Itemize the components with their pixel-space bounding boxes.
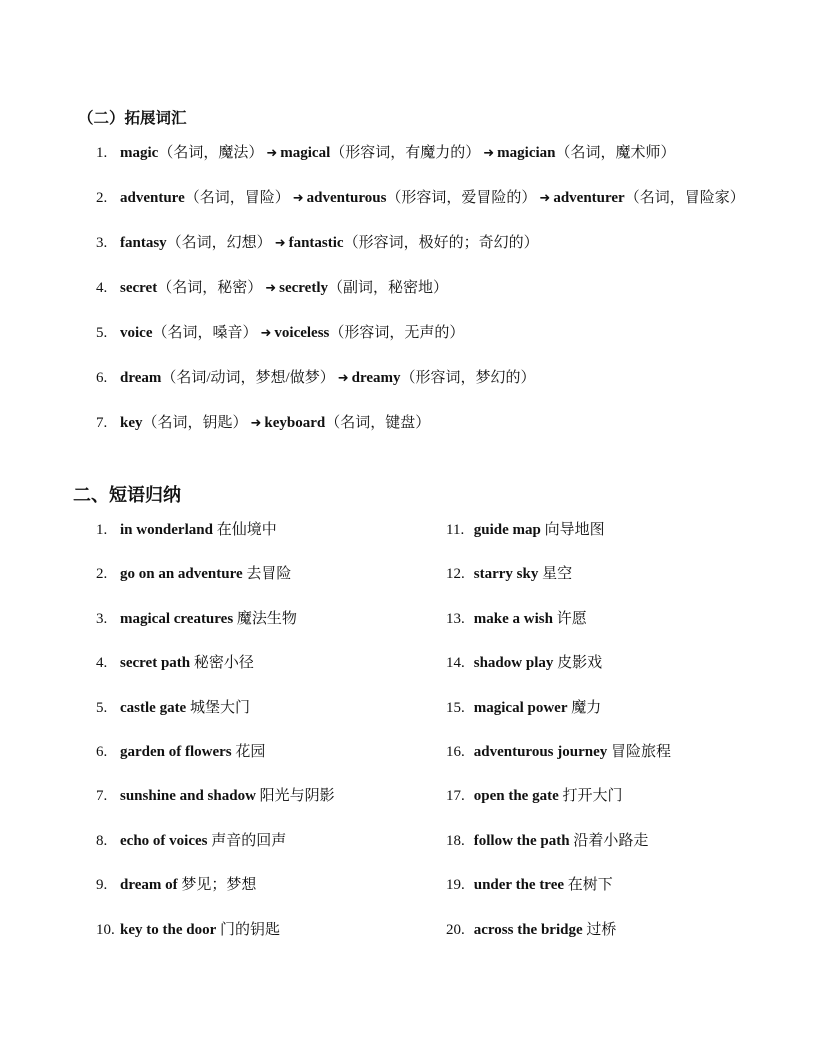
vocab-gloss: （名词，秘密） xyxy=(157,280,263,296)
item-number: 15. xyxy=(446,699,465,716)
item-number: 20. xyxy=(446,921,465,938)
vocab-word: magic xyxy=(120,145,159,161)
phrase-chinese: 向导地图 xyxy=(544,522,605,538)
phrase-chinese: 冒险旅程 xyxy=(611,743,672,760)
item-number: 6. xyxy=(96,370,108,386)
item-number: 5. xyxy=(96,699,108,716)
vocab-gloss: （名词，魔术师） xyxy=(555,145,676,161)
phrase-item xyxy=(446,737,776,781)
phrase-chinese: 声音的回声 xyxy=(211,832,287,849)
item-number: 1. xyxy=(96,522,108,538)
item-number: 6. xyxy=(96,743,108,760)
vocab-word: magical xyxy=(280,145,331,161)
phrase-item xyxy=(96,870,426,914)
vocab-word: key xyxy=(120,415,143,431)
vocab-gloss: （名词/动词，梦想/做梦） xyxy=(161,370,335,386)
phrase-item xyxy=(96,781,426,825)
arrow-icon: ➜ xyxy=(292,191,304,206)
phrase-chinese: 在树下 xyxy=(567,877,613,894)
item-number: 16. xyxy=(446,743,465,760)
arrow-icon: ➜ xyxy=(266,146,278,161)
vocab-item xyxy=(96,228,756,259)
item-number: 10. xyxy=(96,921,115,938)
vocab-word: dream xyxy=(120,370,162,386)
phrase-item xyxy=(446,781,776,825)
vocab-word: fantastic xyxy=(288,235,344,251)
phrase-english: dream of xyxy=(120,877,178,894)
item-number: 13. xyxy=(446,610,465,627)
phrase-item xyxy=(446,515,776,559)
phrase-chinese: 星空 xyxy=(542,566,573,583)
phrase-item xyxy=(96,559,426,603)
phrase-english: key to the door xyxy=(120,921,217,938)
vocab-word: adventure xyxy=(120,190,185,206)
vocab-word: adventurer xyxy=(553,190,625,206)
vocab-gloss: （名词，钥匙） xyxy=(142,415,248,431)
phrase-english: in wonderland xyxy=(120,522,213,538)
vocab-item xyxy=(96,408,756,439)
phrase-english: go on an adventure xyxy=(120,566,243,583)
phrase-english: make a wish xyxy=(473,610,553,627)
phrase-english: adventurous journey xyxy=(473,743,608,760)
phrase-chinese: 秘密小径 xyxy=(193,655,254,672)
phrase-english: guide map xyxy=(473,522,541,538)
vocab-gloss: （名词，冒险家） xyxy=(624,190,745,206)
phrase-chinese: 城堡大门 xyxy=(189,699,250,716)
vocab-item xyxy=(96,273,756,304)
vocab-item xyxy=(96,363,756,394)
vocab-gloss: （形容词，极好的；奇幻的） xyxy=(343,235,539,251)
vocab-word: fantasy xyxy=(120,235,167,251)
phrase-item xyxy=(446,693,776,737)
item-number: 19. xyxy=(446,877,465,894)
item-number: 4. xyxy=(96,655,108,672)
item-number: 7. xyxy=(96,788,108,805)
vocab-gloss: （名词，键盘） xyxy=(325,415,431,431)
vocab-gloss: （形容词，梦幻的） xyxy=(400,370,536,386)
phrase-item xyxy=(96,515,426,559)
item-number: 2. xyxy=(96,566,108,583)
phrase-chinese: 在仙境中 xyxy=(216,522,277,538)
phrase-item xyxy=(446,915,776,959)
item-number: 8. xyxy=(96,832,108,849)
item-number: 2. xyxy=(96,190,108,206)
phrase-item xyxy=(96,915,426,959)
vocab-gloss: （形容词，有魔力的） xyxy=(330,145,481,161)
vocab-gloss: （形容词，无声的） xyxy=(329,325,465,341)
vocab-word: secret xyxy=(120,280,158,296)
phrase-list-left xyxy=(96,515,426,959)
item-number: 5. xyxy=(96,325,108,341)
phrase-chinese: 魔法生物 xyxy=(236,610,297,627)
phrase-item xyxy=(446,604,776,648)
item-number: 18. xyxy=(446,832,465,849)
phrase-chinese: 过桥 xyxy=(586,921,617,938)
phrase-list-right xyxy=(446,515,776,959)
phrase-chinese: 梦见；梦想 xyxy=(181,877,257,894)
phrase-english: garden of flowers xyxy=(120,743,232,760)
vocab-gloss: （名词，魔法） xyxy=(158,145,264,161)
vocab-word: dreamy xyxy=(351,370,401,386)
phrase-chinese: 打开大门 xyxy=(562,788,623,805)
vocab-word: keyboard xyxy=(264,415,326,431)
item-number: 9. xyxy=(96,877,108,894)
vocab-item xyxy=(96,183,756,214)
phrase-english: magical power xyxy=(473,699,568,716)
vocab-word: voiceless xyxy=(274,325,330,341)
arrow-icon: ➜ xyxy=(274,236,286,251)
phrase-english: secret path xyxy=(120,655,191,672)
phrase-english: open the gate xyxy=(473,788,559,805)
arrow-icon: ➜ xyxy=(539,191,551,206)
vocab-word: secretly xyxy=(279,280,328,296)
phrase-english: sunshine and shadow xyxy=(120,788,256,805)
item-number: 3. xyxy=(96,610,108,627)
phrase-item xyxy=(96,648,426,692)
vocab-gloss: （副词，秘密地） xyxy=(328,280,449,296)
phrase-item xyxy=(96,737,426,781)
phrase-english: magical creatures xyxy=(120,610,234,627)
phrase-chinese: 许愿 xyxy=(556,610,587,627)
phrase-item xyxy=(96,604,426,648)
arrow-icon: ➜ xyxy=(483,146,495,161)
arrow-icon: ➜ xyxy=(250,416,262,431)
phrase-english: starry sky xyxy=(473,566,539,583)
phrase-chinese: 门的钥匙 xyxy=(220,921,281,938)
phrase-chinese: 阳光与阴影 xyxy=(259,788,335,805)
extended-vocab-list xyxy=(96,138,756,453)
phrase-item xyxy=(96,826,426,870)
item-number: 11. xyxy=(446,522,465,538)
phrase-item xyxy=(446,870,776,914)
vocab-item xyxy=(96,318,756,349)
phrase-item xyxy=(446,648,776,692)
vocab-gloss: （名词，嗓音） xyxy=(152,325,258,341)
extended-vocab-heading: （二）拓展词汇 xyxy=(78,110,187,127)
vocab-word: magician xyxy=(497,145,556,161)
arrow-icon: ➜ xyxy=(260,326,272,341)
item-number: 1. xyxy=(96,145,108,161)
phrase-chinese: 沿着小路走 xyxy=(573,832,649,849)
phrase-chinese: 去冒险 xyxy=(246,566,292,583)
phrase-item xyxy=(96,693,426,737)
vocab-gloss: （名词，幻想） xyxy=(166,235,272,251)
phrase-item xyxy=(446,559,776,603)
arrow-icon: ➜ xyxy=(337,371,349,386)
item-number: 12. xyxy=(446,566,465,583)
phrase-item xyxy=(446,826,776,870)
phrase-english: under the tree xyxy=(473,877,565,894)
vocab-gloss: （名词，冒险） xyxy=(184,190,290,206)
phrase-english: across the bridge xyxy=(473,921,583,938)
item-number: 4. xyxy=(96,280,108,296)
phrase-english: shadow play xyxy=(473,655,554,672)
phrase-chinese: 魔力 xyxy=(571,699,602,716)
item-number: 7. xyxy=(96,415,108,431)
item-number: 14. xyxy=(446,655,465,672)
phrase-english: castle gate xyxy=(120,699,187,716)
vocab-word: adventurous xyxy=(306,190,387,206)
item-number: 17. xyxy=(446,788,465,805)
phrase-english: follow the path xyxy=(473,832,570,849)
vocab-gloss: （形容词，爱冒险的） xyxy=(386,190,537,206)
item-number: 3. xyxy=(96,235,108,251)
arrow-icon: ➜ xyxy=(265,281,277,296)
phrase-english: echo of voices xyxy=(120,832,208,849)
phrase-chinese: 皮影戏 xyxy=(557,655,603,672)
vocab-word: voice xyxy=(120,325,153,341)
phrase-chinese: 花园 xyxy=(235,743,266,760)
vocab-item xyxy=(96,138,756,169)
phrases-section-title: 二、短语归纳 xyxy=(73,485,181,506)
